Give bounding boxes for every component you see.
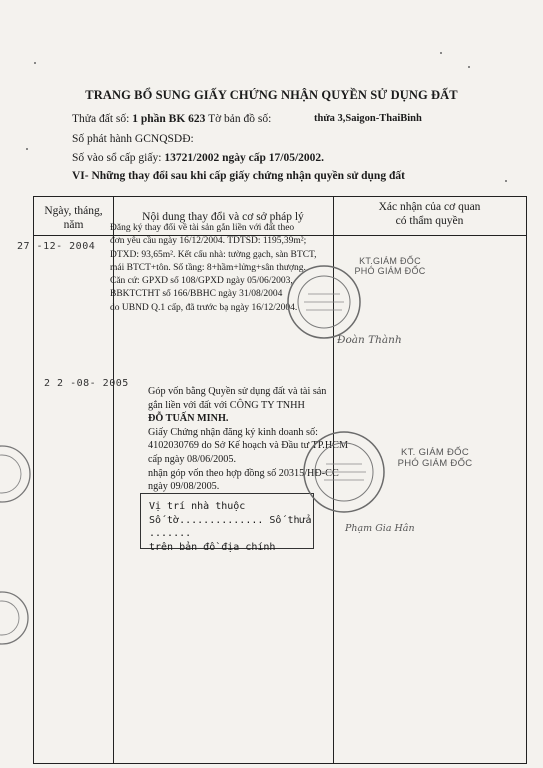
parcel-line [72, 113, 271, 125]
issue-number-line: Số phát hành GCNQSDĐ: [72, 133, 194, 145]
entry-content: Góp vốn bằng Quyền sử dụng đất và tài sản gắn liền với đất với CÔNG TY TNHH ĐỖ TUẤN MINH. Giấy Chứng nhận đăng ký kinh doanh số: 4102030769 do Sở Kế hoạch và Đầu tư TP.HCM cấp ngày 08/06/2005. nhận góp vốn theo hợp đồng số 20315/HĐ-CC ngày 09/08/2005. [148, 386, 349, 493]
section-title: VI- Những thay đổi sau khi cấp giấy chứng nhận quyền sử dụng đất [72, 170, 405, 182]
col-header-content: Nội dung thay đổi và cơ sở pháp lý [142, 211, 304, 223]
entry-content: Đăng ký thay đổi về tài sản gắn liền với đất theo đơn yêu cầu ngày 16/12/2004. TDTSD: 1195,39m²; DTXD: 93,65m². Kết cấu nhà: tường gạch, sàn BTCT, mái BTCT+tôn. Số tầng: 8+hầm+lửng+sân thượng. Căn cứ: GPXD số 108/GPXD ngày 05/06/2003, BBKTCTHT số 166/BBHC ngày 31/08/2004 do UBND Q.1 cấp, đã trước bạ ngày 16/12/2004. [110, 223, 317, 313]
scan-speck [26, 148, 28, 150]
page-title: TRANG BỔ SUNG GIẤY CHỨNG NHẬN QUYỀN SỬ DỤNG ĐẤT [85, 88, 458, 102]
parcel-label: Thửa đất số: [72, 113, 130, 125]
scan-speck [440, 52, 442, 54]
partial-seal-icon [0, 588, 32, 648]
register-value: 13721/2002 ngày cấp 17/05/2002. [164, 152, 325, 164]
parcel-value: 1 phần BK 623 [132, 113, 206, 125]
entry-date: 27 -12- 2004 [17, 241, 96, 252]
col-header-date: Ngày, tháng, năm [44, 205, 103, 231]
official-seal-icon [284, 262, 364, 342]
scan-speck [468, 66, 470, 68]
scan-speck [505, 180, 507, 182]
map-label: Tờ bản đồ số: [208, 113, 272, 125]
partial-seal-icon [0, 442, 34, 506]
signature: Phạm Gia Hân [345, 523, 415, 534]
location-stamp-box: Vị trí nhà thuộc Số tờ.............. Số thửa ....... trên bản đồ địa chính [140, 493, 314, 549]
official-seal-icon [300, 428, 388, 516]
register-label: Số vào sổ cấp giấy: [72, 152, 162, 164]
signature: Đoàn Thành [337, 334, 402, 346]
entry-date: 2 2 -08- 2005 [44, 378, 129, 389]
approval-block: KT.GIÁM ĐỐC PHÓ GIÁM ĐỐC [354, 256, 426, 276]
col-header-approval: Xác nhận của cơ quan có thẩm quyền [378, 201, 481, 227]
approval-block: KT. GIÁM ĐỐC PHÓ GIÁM ĐỐC [397, 447, 473, 469]
register-line [72, 152, 324, 164]
map-value: thửa 3,Saigon-ThaiBinh [314, 113, 422, 124]
scan-speck [34, 62, 36, 64]
